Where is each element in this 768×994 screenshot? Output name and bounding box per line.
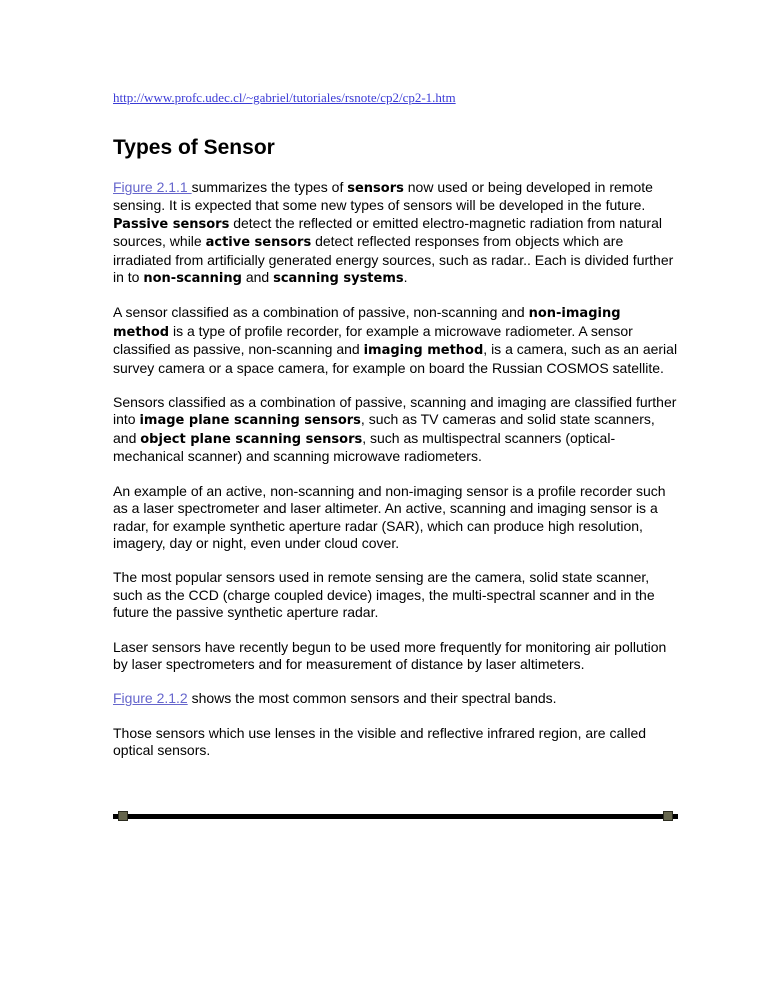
bold-term-imaging-method: imaging method (363, 343, 484, 359)
text: is a type of profile recorder, for example a microwave radiometer. A sensor classified as passive, non-scanning and (113, 322, 633, 358)
text: shows the most common sensors and their spectral bands. (187, 690, 557, 707)
bold-term-scanning-systems: scanning systems (273, 271, 404, 287)
paragraph-5: The most popular sensors used in remote sensing are the camera, solid state scanner, such as the CCD (charge coupled device) images, the multi-spectral scanner and in the future the passive synthetic aperture radar. (113, 569, 655, 621)
bold-term-active-sensors: active sensors (205, 235, 312, 251)
page-title: Types of Sensor (113, 136, 275, 159)
bold-term-passive-sensors: Passive sensors (113, 216, 230, 232)
text: detect the reflected or emitted electro-magnetic radiation from natural sources, while (113, 214, 662, 250)
text: summarizes the types of (191, 179, 348, 195)
text: now used or being developed in remote sensing. It is expected that some new types of sensors will be developed in the future. (113, 179, 653, 214)
text: A sensor classified as a combination of passive, non-scanning and (113, 304, 529, 321)
divider-left-cap-icon (118, 811, 128, 821)
text: Sensors classified as a combination of passive, scanning and imaging are classified further into (113, 394, 677, 428)
paragraph-7 (113, 690, 678, 707)
divider-right-cap-icon (663, 811, 673, 821)
paragraph-6: Laser sensors have recently begun to be used more frequently for monitoring air pollution by laser spectrometers and for measurement of distance by laser altimeters. (113, 638, 667, 672)
figure-2-1-1-link[interactable]: Figure 2.1.1 (113, 179, 192, 195)
paragraph-3 (113, 394, 678, 466)
text: , is a camera, such as an aerial survey camera or a space camera, for example on board the Russian COSMOS satellite. (113, 341, 678, 376)
paragraph-1 (113, 179, 678, 287)
text: , such as TV cameras and solid state scanners, and (113, 411, 655, 446)
text: , such as multispectral scanners (optical-mechanical scanner) and scanning microwave radiometers. (113, 429, 616, 465)
text: . (403, 269, 408, 286)
figure-2-1-2-link[interactable]: Figure 2.1.2 (113, 690, 188, 707)
divider-bar (113, 814, 678, 819)
source-url-link[interactable]: http://www.profc.udec.cl/~gabriel/tutoriales/rsnote/cp2/cp2-1.htm (113, 90, 456, 105)
bold-term-image-plane-scanning-sensors: image plane scanning sensors (139, 413, 361, 429)
text: and (241, 269, 274, 286)
paragraph-8: Those sensors which use lenses in the visible and reflective infrared region, are called optical sensors. (113, 724, 647, 759)
bold-term-non-scanning: non-scanning (143, 271, 242, 287)
paragraph-4: An example of an active, non-scanning and non-imaging sensor is a profile recorder such as a laser spectrometer and laser altimeter. An active, scanning and imaging sensor is a radar, for example synthetic aperture radar (SAR), which can produce high resolution, imagery, day or night, even under cloud cover. (113, 482, 666, 551)
bold-term-object-plane-scanning-sensors: object plane scanning sensors (140, 431, 363, 447)
document-body (113, 90, 678, 777)
horizontal-rule-divider (113, 810, 678, 822)
paragraph-2 (113, 304, 678, 377)
bold-term-sensors: sensors (347, 181, 404, 196)
bold-term-non-imaging-method: non-imaging method (113, 306, 621, 340)
text: detect reflected responses from objects which are irradiated from artificially generated energy sources, such as radar.. Each is divided further in to (113, 233, 674, 286)
